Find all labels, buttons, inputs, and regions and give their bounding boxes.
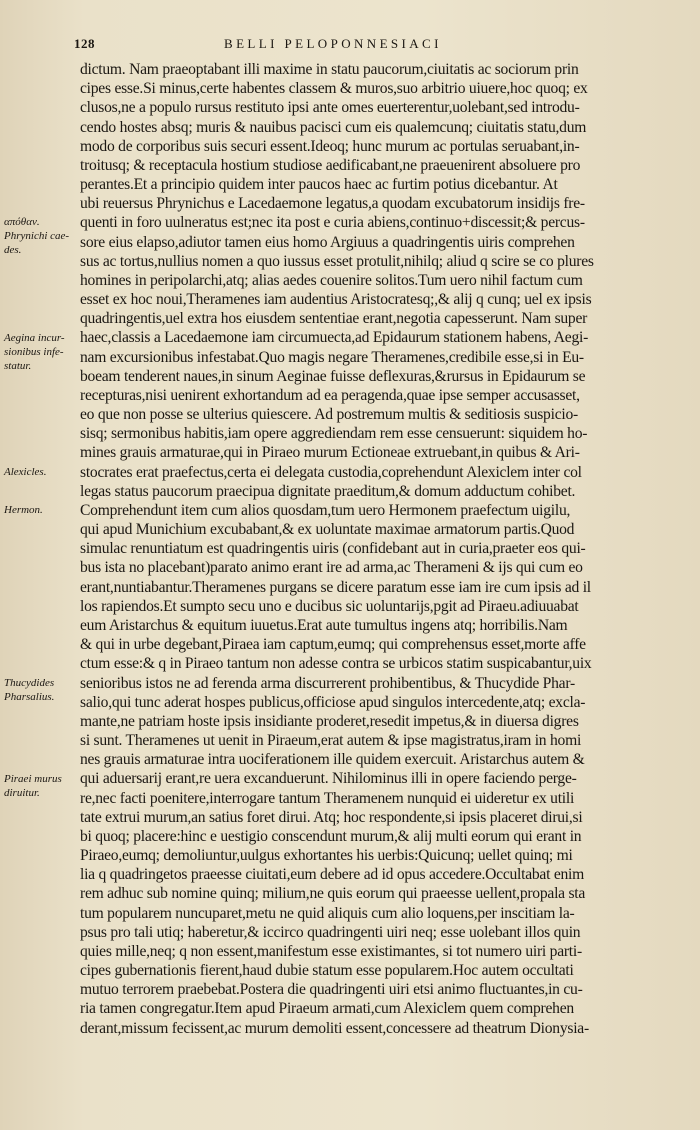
text-line: stocrates erat praefectus,certa ei delegata custodia,coprehendunt Alexiclem inter col <box>80 463 582 481</box>
text-line: sisq; sermonibus habitis,iam opere aggrediendam rem esse censuerunt: siquidem ho- <box>80 425 588 443</box>
text-line: clusos,ne a populo rursus restituto ipsi ante omes euerterentur,uolebant,sed introdu- <box>80 99 580 117</box>
text-line: cipes esse.Si minus,certe habentes classem & muros,suo arbitrio uiuere,hoc quoq; ex <box>80 80 588 98</box>
text-line: rem adhuc sub nomine quinq; milium,ne quis eorum qui praeesse uellent,propala sta <box>80 885 586 903</box>
text-line: & qui in urbe degebant,Piraea iam captum,eumq; qui comprehensus esset,morte affe <box>80 636 586 654</box>
text-line: Comprehendunt item cum alios quosdam,tum uero Hermonem praefectum uigilu, <box>80 501 571 519</box>
text-line: legas status paucorum praecipua dignitate praeditum,& domum adductum cohibet. <box>80 482 576 500</box>
text-line: mante,ne patriam hoste ipsis insidiante proderet,resedit impetus,& in diuersa digres <box>80 712 579 730</box>
text-line: bus ista no placebant)parato animo erant ire ad arma,ac Therameni & ijs qui cum eo <box>80 559 583 577</box>
text-line: cendo hostes absq; muris & nauibus pacisci cum eis qualemcunq; ciuitatis statu,dum <box>80 118 587 136</box>
margin-note <box>4 331 84 373</box>
margin-note <box>4 676 84 704</box>
text-line: quies mille,neq; q non essent,manifestum esse existimantes, si tot numero uiri parti- <box>80 942 582 960</box>
margin-note <box>4 215 84 257</box>
margin-note-line: des. <box>4 244 22 257</box>
margin-note-line: Phrynichi cae- <box>4 230 70 243</box>
margin-note-line: statur. <box>4 359 32 372</box>
text-line: haec,classis a Lacedaemone iam circumuecta,ad Epidaurum stationem habens, Aegi- <box>80 329 589 347</box>
text-line: qui apud Munichium excubabant,& ex uoluntate maximae armatorum partis.Quod <box>80 521 575 539</box>
text-line: quadringentis,uel extra hos eiusdem sententiae erant,negotia capesserunt. Nam super <box>80 310 588 328</box>
text-line: ubi reuersus Phrynichus e Lacedaemone legatus,a quodam excubatorum insidijs fre- <box>80 195 585 213</box>
page-header <box>74 36 674 58</box>
text-line: re,nec facti poenitere,interrogare tantum Theramenem nunquid ei uideretur ex utili <box>80 789 575 807</box>
text-line: modo de corporibus suis securi essent.Ideoq; hunc murum ac portulas seruabant,in- <box>80 137 580 155</box>
text-line: sore eius elapso,adiutor tamen eius homo Argiuus a quadringentis uiris comprehen <box>80 233 575 251</box>
page-number: 128 <box>74 36 95 51</box>
text-line: sus ac tortus,nullius nomen a quo iussus esset protulit,nihilq; aliud q scire se co plures <box>80 252 594 270</box>
margin-note-line: Piraei murus <box>4 772 62 785</box>
text-line: tum popularem nuncuparet,metu ne quid aliquis cum alio loquens,per inscitiam la- <box>80 904 575 922</box>
text-line: boeam tenderent naues,in sinum Aeginae fuisse deflexuras,&rursus in Epidaurum se <box>80 367 586 385</box>
text-line: qui aduersarij erant,re uera excanduerunt. Nihilominus illi in opere faciendo perge- <box>80 770 577 788</box>
text-line: eum Aristarchus & equitum iuuetus.Erat aute tumultus ingens atq; horribilis.Nam <box>80 616 568 634</box>
text-line: tate extrui murum,an satius foret dirui. Atq; hoc respondente,si ipsis placeret dirui,si <box>80 808 583 826</box>
text-line: simulac renuntiatum est quadringentis uiris (confidebant aut in curia,praeter eos qui- <box>80 540 586 558</box>
margin-note-line: Pharsalius. <box>4 690 55 703</box>
text-line: senioribus istos ne ad ferenda arma discurrerent prohibentibus, & Thucydide Phar- <box>80 674 575 692</box>
text-line: erant,nuntiabantur.Theramenes purgans se dicere paratum esse iam ire cum ipsis ad il <box>80 578 591 596</box>
margin-note-line: Aegina incur- <box>4 331 65 344</box>
text-line: cipes gubernationis fierent,haud dubie statum esse popularem.Hoc autem occultati <box>80 962 574 980</box>
text-line: esset ex hoc noui,Theramenes iam audentius Aristocratesq;,& alij q cunq; uel ex ipsis <box>80 291 592 309</box>
margin-note <box>4 772 84 800</box>
margin-note-line: sionibus infe- <box>4 345 64 358</box>
text-line: recepturas,nisi uenirent exhortandum ad ea peragenda,quae ipse semper accusasset, <box>80 386 580 404</box>
margin-note <box>4 503 84 517</box>
text-line: si sunt. Theramenes ut uenit in Piraeum,erat autem & ipse magistratus,iram in homi <box>80 732 582 750</box>
text-line: ctum esse:& q in Piraeo tantum non adesse contra se urbicos statim suspicabantur,uix <box>80 655 592 673</box>
margin-note-line: Thucydides <box>4 676 55 689</box>
text-line: derant,missum fecissent,ac murum demoliti essent,concessere ad theatrum Dionysia- <box>80 1019 589 1037</box>
text-line: Piraeo,eumq; demoliuntur,uulgus exhortantes his uerbis:Quicunq; uellet quinq; mi <box>80 847 573 865</box>
margin-note-line: diruitur. <box>4 786 40 799</box>
text-line: los rapiendos.Et sumpto secu uno e ducibus sic uoluntarijs,pgit ad Piraeu.adiuuabat <box>80 597 579 615</box>
text-line: quenti in foro uulneratus est;nec ita post e curia abiens,continuo+discessit;& percus- <box>80 214 585 232</box>
text-line: troitusq; & receptacula hostium studiose aedificabant,ne praeuenirent absoluere pro <box>80 156 581 174</box>
text-line: nam excursionibus infestabat.Quo magis negare Theramenes,credibile esse,si in Eu- <box>80 348 584 366</box>
body-text <box>80 60 648 1038</box>
text-line: lia q quadringetos praeesse ciuitati,eum debere ad id opus accedere.Occultabat enim <box>80 866 585 884</box>
text-line: perantes.Et a principio quidem inter paucos haec ac furtim potius dicebantur. At <box>80 176 558 194</box>
text-line: mutuo terrorem praebebat.Postera die quadringenti uiri etsi animo fluctuantes,in cu- <box>80 981 583 999</box>
text-line: psus pro tali utiq; haberetur,& iccirco quadringenti uiri neq; esse uolebant illos quin <box>80 923 581 941</box>
text-line: nes grauis armaturae intra uociferationem ille quidem exercuit. Aristarchus autem & <box>80 751 585 769</box>
text-line: dictum. Nam praeoptabant illi maxime in statu paucorum,ciuitatis ac sociorum prin <box>80 61 579 78</box>
text-line: eo que non posse se ulterius quiescere. Ad postremum multis & seditiosis suspicio- <box>80 406 578 424</box>
margin-note-line: Alexicles. <box>4 465 47 478</box>
margin-note-line: Hermon. <box>4 504 43 517</box>
text-line: salio,qui tunc aderat hospes publicus,officiose apud singulos intercedente,atq; excla- <box>80 693 586 711</box>
text-line: homines in peripolarchi,atq; alias aedes couenire solitos.Tum uero nihil factum cum <box>80 271 583 289</box>
margin-note-line: απόθαν. <box>4 216 40 229</box>
text-line: ria tamen congregatur.Item apud Piraeum armati,cum Alexiclem quem comprehen <box>80 1000 574 1018</box>
text-line: mines grauis armaturae,qui in Piraeo murum Ectioneae extruebant,in quibus & Ari- <box>80 444 580 462</box>
running-title: BELLI PELOPONNESIACI <box>224 36 442 51</box>
margin-note <box>4 465 84 479</box>
text-line: bi quoq; placere:hinc e uestigio conscendunt murum,& alij multi eorum qui erant in <box>80 827 582 845</box>
